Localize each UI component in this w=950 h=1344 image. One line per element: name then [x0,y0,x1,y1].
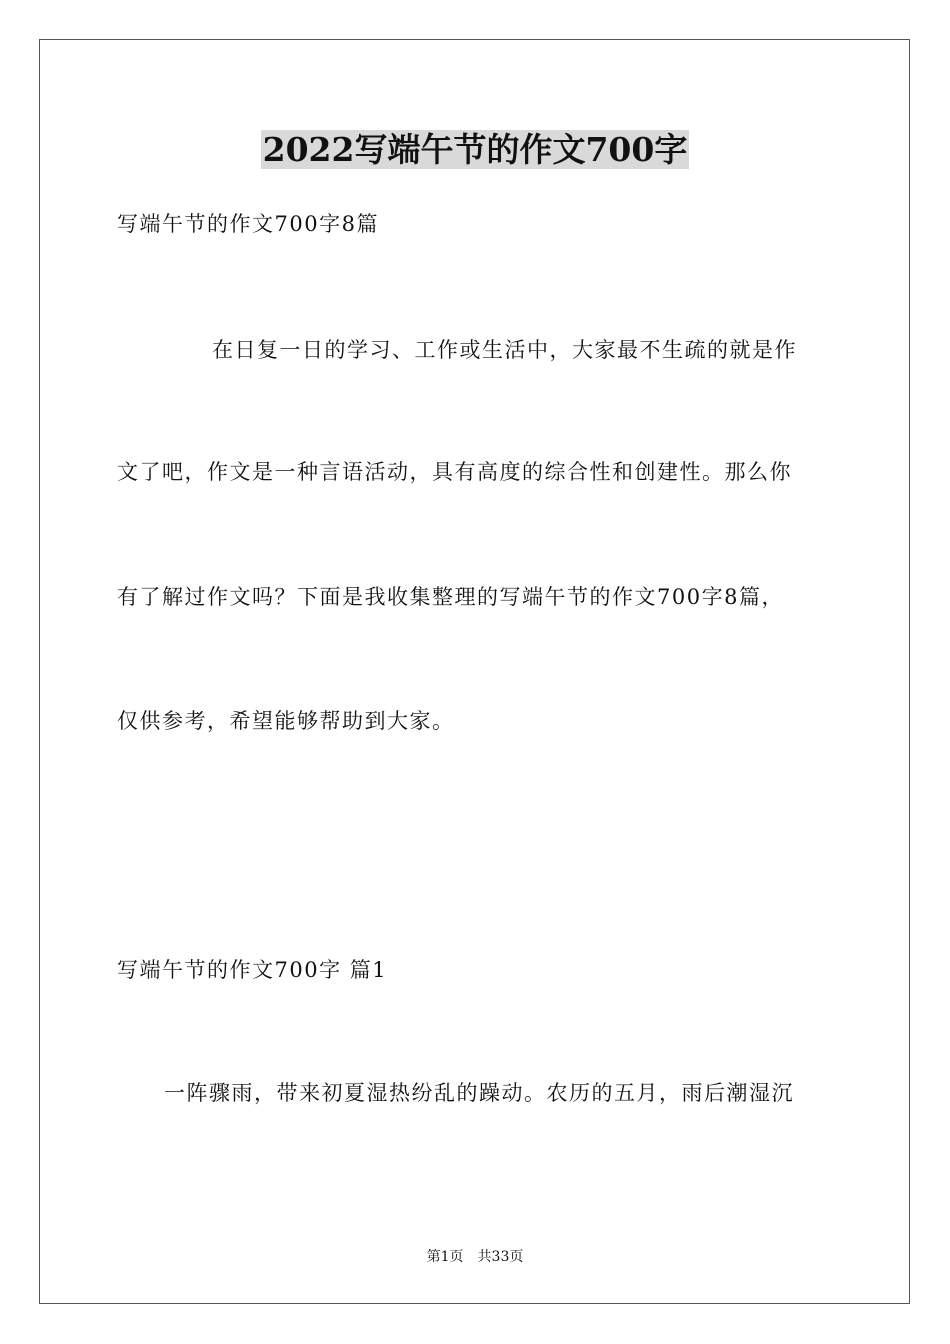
document-subtitle: 写端午节的作文700字8篇 [117,212,379,236]
section-heading: 写端午节的作文700字 篇1 [117,958,388,982]
document-title [0,128,950,172]
paragraph-line: 一阵骤雨，带来初夏湿热纷乱的躁动。农历的五月，雨后潮湿沉 [164,1081,794,1105]
paragraph-line: 仅供参考，希望能够帮助到大家。 [117,709,455,733]
page-footer: 第1页 共33页 [426,1249,524,1265]
document-title-text: 2022写端午节的作文700字 [262,130,688,169]
paragraph-line: 在日复一日的学习、工作或生活中，大家最不生疏的就是作 [212,338,797,362]
paragraph-line: 有了解过作文吗？下面是我收集整理的写端午节的作文700字8篇， [117,585,784,609]
paragraph-line: 文了吧，作文是一种言语活动，具有高度的综合性和创建性。那么你 [117,460,792,484]
